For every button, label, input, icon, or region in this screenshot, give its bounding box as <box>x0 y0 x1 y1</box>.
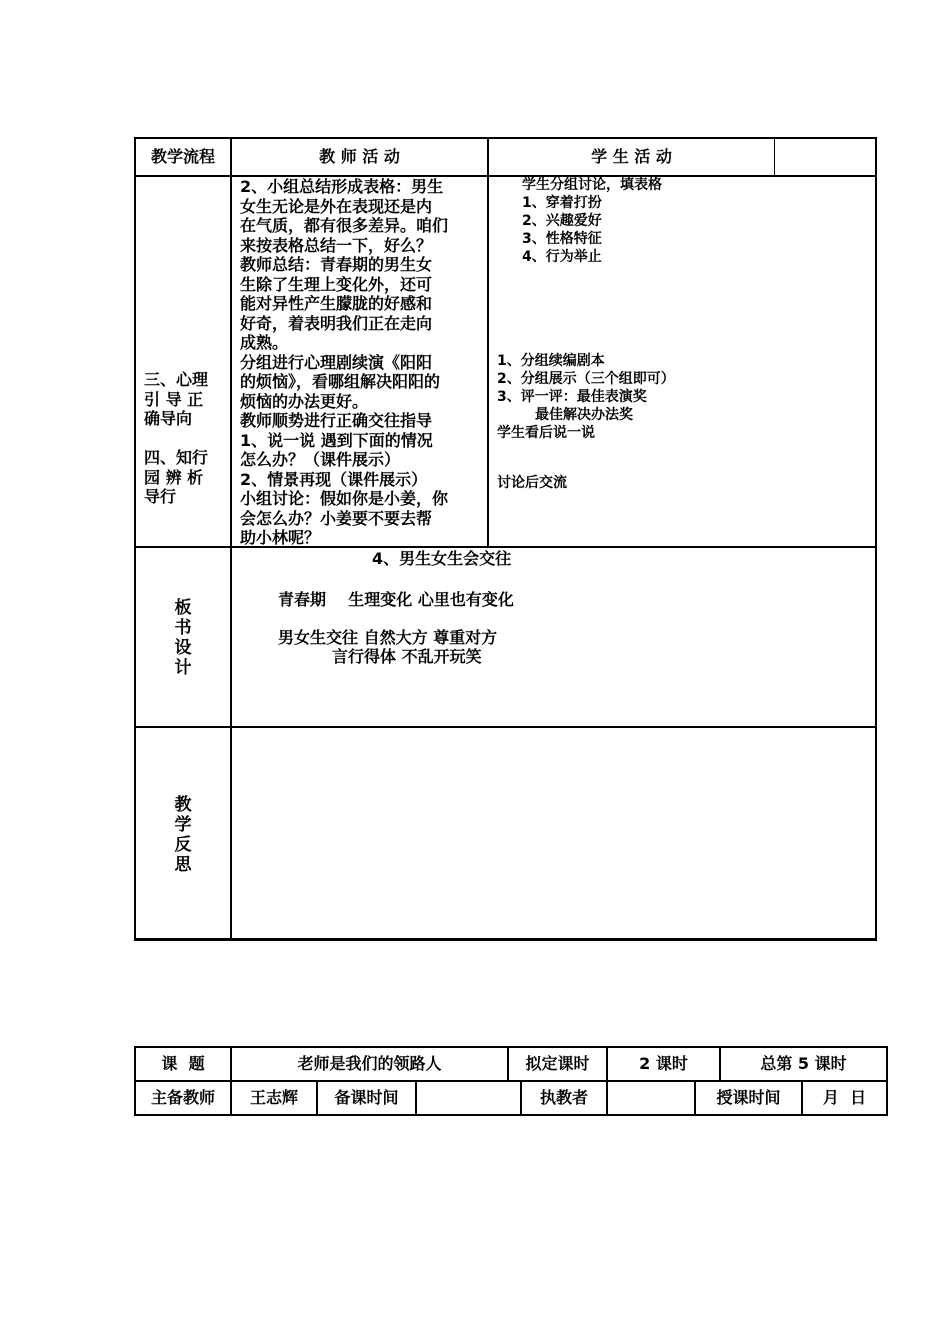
teacher-activities <box>240 177 486 548</box>
teacher-line: 教师顺势进行正确交往指导 <box>240 411 433 430</box>
flow-line <box>144 429 228 449</box>
info-border-right <box>886 1046 888 1116</box>
teacher-line: 教师总结：青春期的男生女 <box>240 255 433 274</box>
table-border-right <box>875 137 877 941</box>
student-line: 学生看后说一说 <box>497 425 595 441</box>
col-divider-1 <box>230 137 232 941</box>
flow-line: 引 导 正 <box>144 389 204 409</box>
lead-teacher-label: 主备教师 <box>150 1088 215 1108</box>
student-line: 学生分组讨论，填表格 <box>522 177 662 193</box>
flow-line: 四、知行 <box>144 448 209 467</box>
board-line-2: 男女生交往 自然大方 尊重对方 <box>278 628 498 647</box>
planned-hours-label: 拟定课时 <box>525 1054 590 1074</box>
class-time-value: 月 日 <box>822 1088 867 1108</box>
board-title: 4、男生女生会交往 <box>372 549 512 568</box>
flow-line: 导行 <box>144 487 177 506</box>
board-line-3: 言行得体 不乱开玩笑 <box>332 647 482 666</box>
student-line: 3、性格特征 <box>522 231 602 247</box>
header-empty <box>775 139 875 175</box>
info-border-bottom <box>134 1114 888 1116</box>
header-teacher: 教 师 活 动 <box>319 147 400 167</box>
prep-time-value <box>417 1082 520 1114</box>
board-design-label: 板书设计 <box>174 598 192 678</box>
student-group-discussion <box>522 176 772 266</box>
instructor-value <box>608 1082 694 1114</box>
total-lesson-number: 总第 5 课时 <box>760 1054 847 1074</box>
teacher-line: 分组进行心理剧续演《阳阳 <box>240 352 433 372</box>
teacher-line: 女生无论是外在表现还是内 <box>240 196 433 216</box>
header-flow: 教学流程 <box>150 147 215 167</box>
board-line-1: 青春期 生理变化 心里也有变化 <box>278 590 514 609</box>
lead-teacher-value: 王志辉 <box>249 1088 298 1108</box>
prep-time-label: 备课时间 <box>334 1088 399 1108</box>
teacher-line: 烦恼的办法更好。 <box>240 391 369 411</box>
planned-hours-value: 2 课时 <box>639 1054 688 1074</box>
student-drama-activities <box>497 352 777 442</box>
student-line: 最佳解决办法奖 <box>535 407 633 423</box>
teacher-line: 在气质，都有很多差异。咱们 <box>240 216 449 235</box>
teacher-line: 小组讨论：假如你是小姜，你 <box>240 489 449 508</box>
student-line: 4、行为举止 <box>522 249 602 265</box>
topic-value: 老师是我们的领路人 <box>297 1054 442 1074</box>
col-divider-2 <box>487 137 489 548</box>
flow-line: 园 辨 析 <box>144 467 204 487</box>
class-time-label: 授课时间 <box>716 1088 781 1108</box>
student-line: 2、兴趣爱好 <box>522 213 602 229</box>
student-line: 1、穿着打扮 <box>522 195 602 211</box>
teaching-reflection-label: 教学反思 <box>174 795 192 875</box>
teacher-line: 生除了生理上变化外，还可 <box>240 274 433 294</box>
teacher-line: 怎么办？（课件展示） <box>240 450 401 469</box>
header-student: 学 生 活 动 <box>591 147 672 167</box>
table-border-left <box>134 137 136 941</box>
flow-steps <box>144 370 228 507</box>
flow-line: 三、心理 <box>144 370 209 389</box>
teacher-line: 能对异性产生朦胧的好感和 <box>240 294 433 313</box>
student-discussion-exchange: 讨论后交流 <box>497 475 567 491</box>
teacher-line: 1、说一说 遇到下面的情况 <box>240 430 433 450</box>
topic-label: 课 题 <box>161 1054 205 1074</box>
teacher-line: 成熟。 <box>240 333 289 352</box>
teacher-line: 来按表格总结一下，好么？ <box>240 235 433 255</box>
teacher-line: 会怎么办？小姜要不要去帮 <box>240 508 433 528</box>
student-line: 2、分组展示（三个组即可） <box>497 371 675 387</box>
table-border-bottom <box>134 938 877 941</box>
teacher-line: 好奇，着表明我们正在走向 <box>240 313 433 333</box>
instructor-label: 执教者 <box>539 1088 588 1108</box>
flow-line: 确导向 <box>144 409 193 428</box>
teacher-line: 的烦恼》，看哪组解决阳阳的 <box>240 372 441 391</box>
teacher-line: 助小林呢？ <box>240 528 321 547</box>
student-line: 1、分组续编剧本 <box>497 353 605 369</box>
row-divider-2 <box>134 726 877 728</box>
student-line: 3、评一评：最佳表演奖 <box>497 389 647 405</box>
teacher-line: 2、情景再现（课件展示） <box>240 469 428 489</box>
teacher-line: 2、小组总结形成表格：男生 <box>240 177 444 196</box>
